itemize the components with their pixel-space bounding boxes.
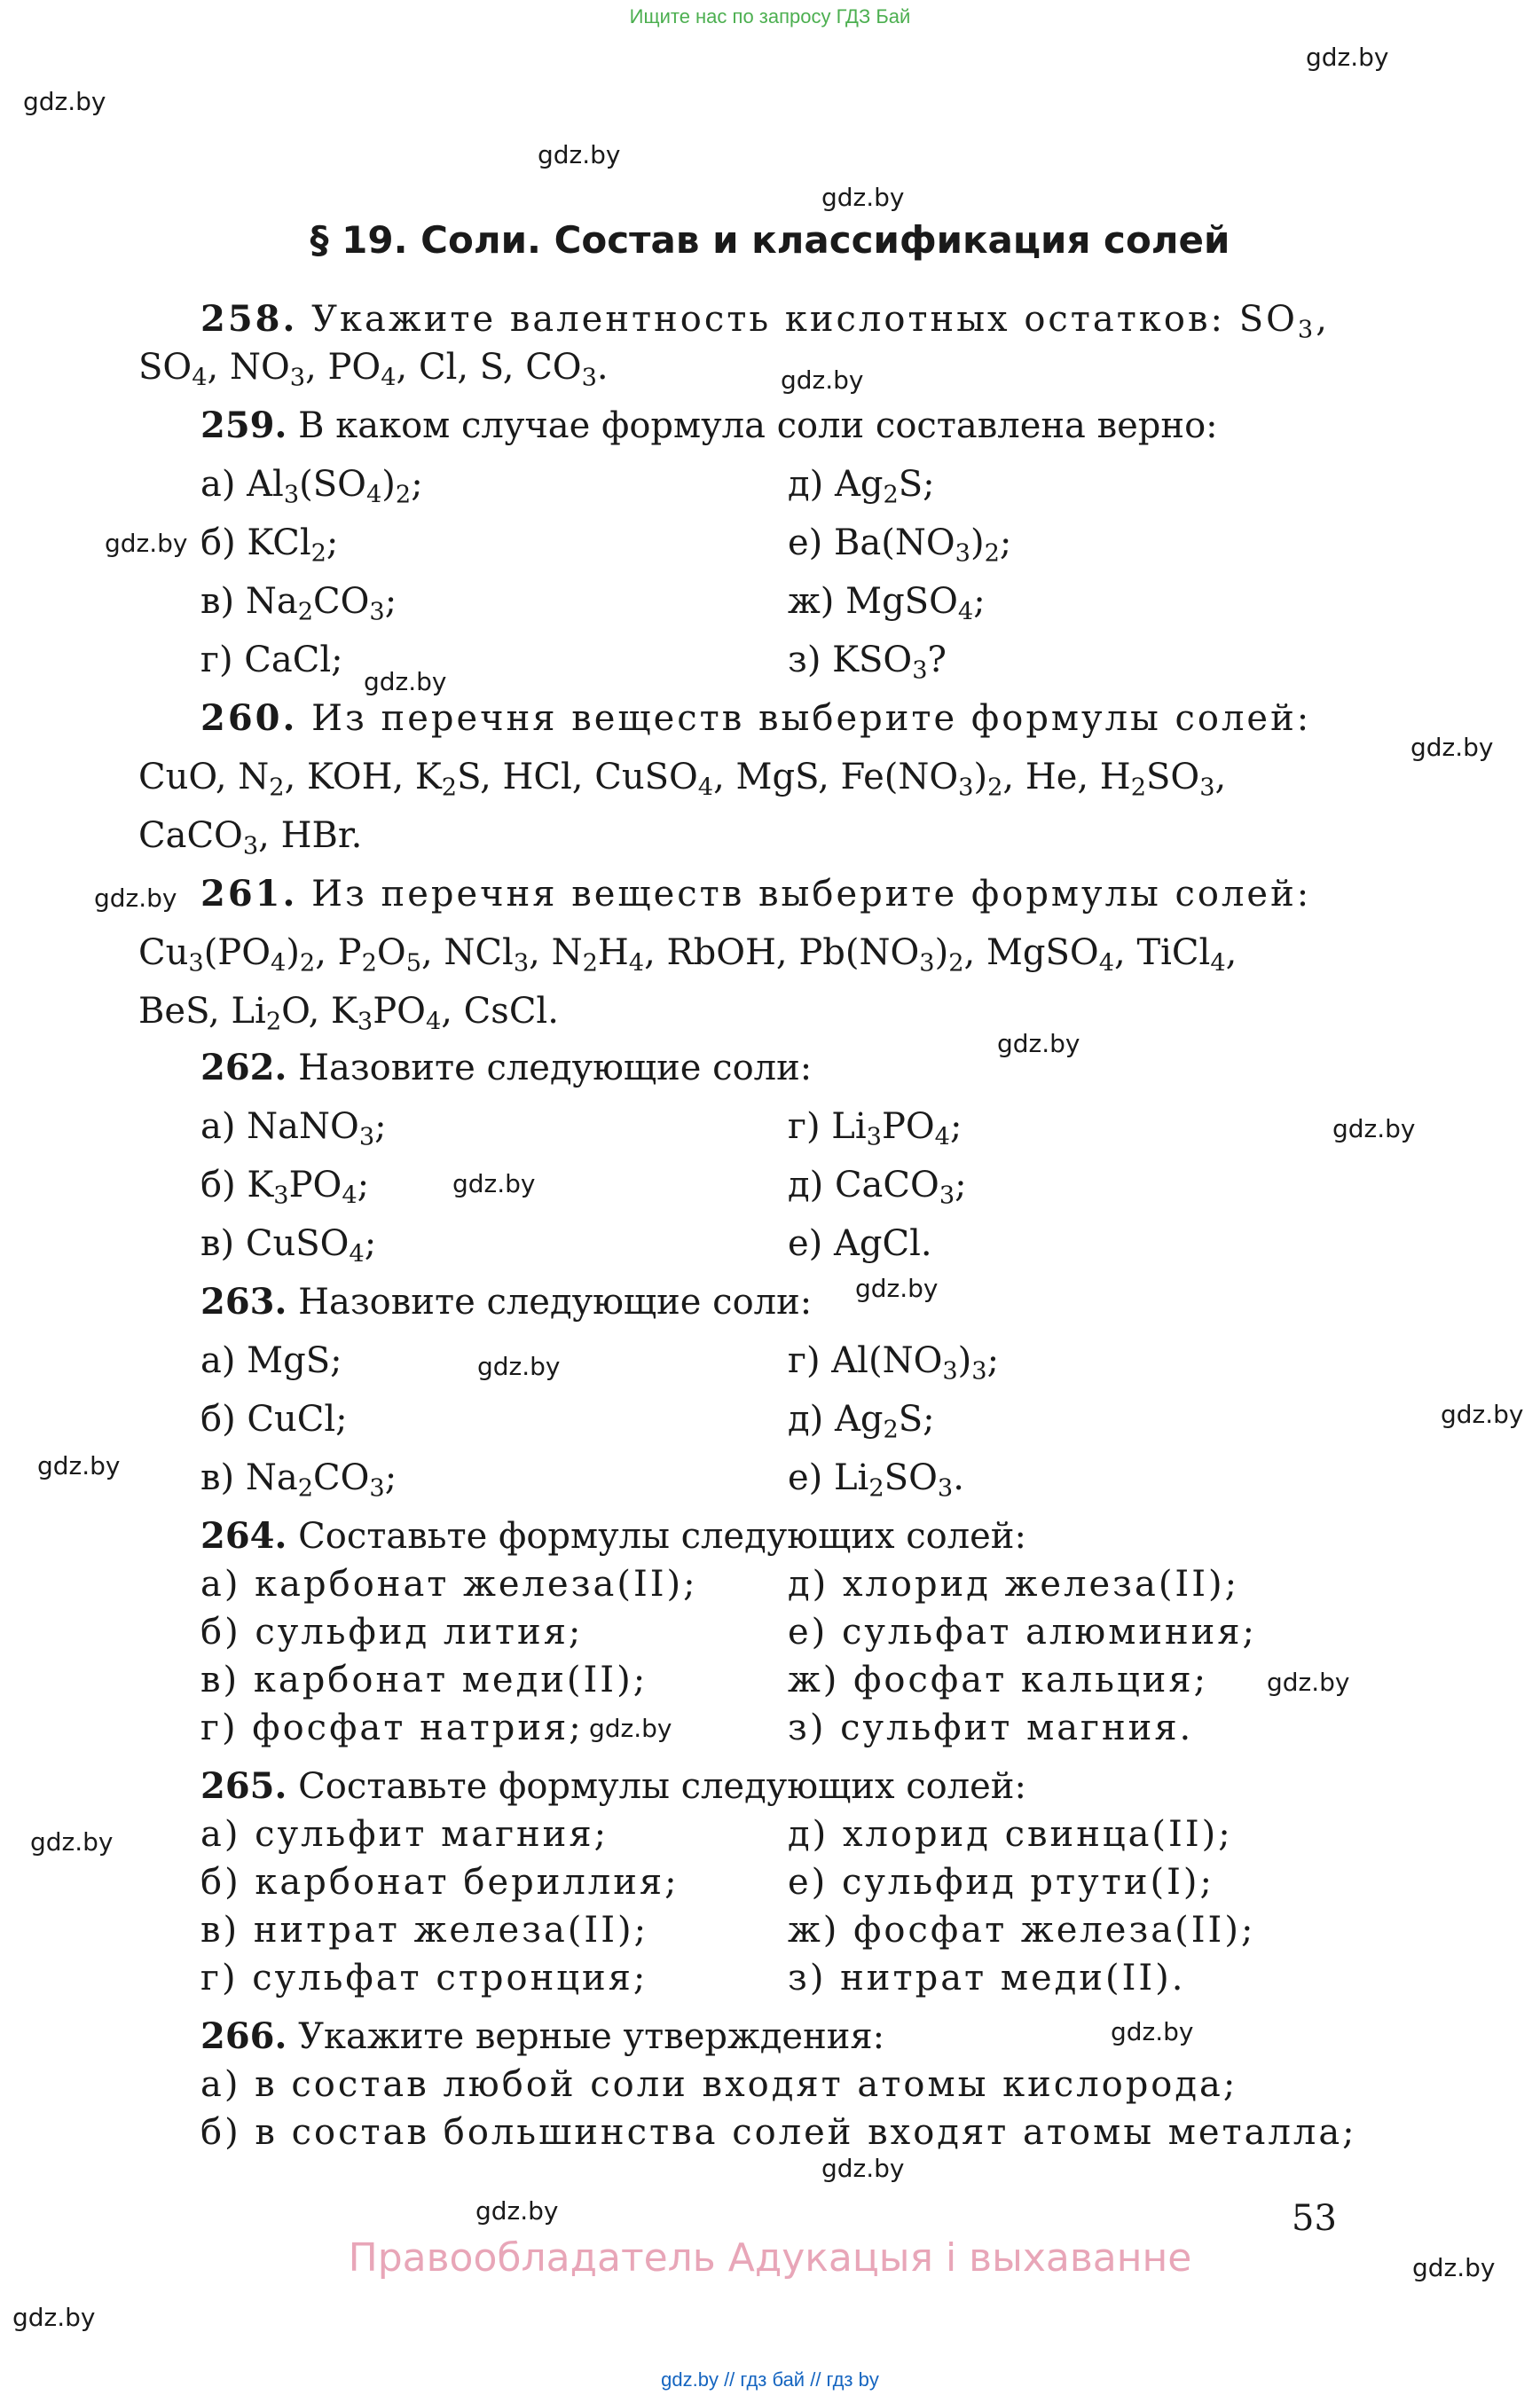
option-z: з) $KSO_3$? [788, 640, 947, 685]
watermark: gdz.by [1410, 733, 1494, 762]
option-zh: ж) MgSO$_4$; [788, 581, 986, 626]
option-v: в) $Na_2CO_3$; [200, 581, 397, 626]
list-item: е) сульфид ртути(I); [788, 1862, 1214, 1903]
watermark: gdz.by [855, 1274, 939, 1303]
list-item: д) хлорид железа(II); [788, 1564, 1240, 1605]
option-a: а) $Al_3(SO_4)_2$; [200, 464, 423, 509]
option-label: е) [788, 1223, 823, 1264]
watermark: gdz.by [997, 1029, 1080, 1058]
option-label: ж) [788, 581, 835, 622]
list-item: б) сульфид лития; [200, 1612, 584, 1653]
task-260-formulas-2: CaCO$_3$, HBr. [138, 815, 363, 860]
watermark: gdz.by [781, 365, 864, 395]
top-banner: Ищите нас по запросу ГДЗ Бай [629, 5, 911, 27]
option-label: в) [200, 1223, 235, 1264]
task-number: 260. [200, 697, 298, 739]
watermark: gdz.by [1441, 1400, 1524, 1429]
option-label: з) [788, 640, 821, 680]
option-label: д) [788, 1399, 824, 1440]
task-258-line2: $SO_4$, $NO_3$, $PO_4$, Cl, S, $CO_3$. [138, 347, 609, 392]
option-g: г) $Al(NO_3)_3$; [788, 1340, 1000, 1386]
copyright-notice: Правообладатель Адукацыя і выхаванне [348, 2235, 1192, 2281]
option-e: е) $Li_2SO_3$. [788, 1457, 964, 1503]
option-v: в) CuSO$_4$; [200, 1223, 377, 1268]
task-260-formulas: CuO, $N_2$, KOH, $K_2S$, HCl, CuSO$_4$, MgS, $Fe(NO_3)_2$, He, $H_2SO_3$, [138, 757, 1227, 802]
option-e: е) $Ba(NO_3)_2$; [788, 522, 1012, 568]
watermark: gdz.by [821, 183, 905, 212]
watermark: gdz.by [1332, 1114, 1416, 1143]
option-label: а) [200, 1106, 236, 1147]
option-label: г) [788, 1340, 821, 1381]
list-item: ж) фосфат железа(II); [788, 1910, 1256, 1951]
option-b: б) KCl$_2$; [200, 522, 339, 568]
list-item: в) карбонат меди(II); [200, 1660, 648, 1700]
footer-links[interactable]: gdz.by // гдз бай // гдз by [661, 2368, 879, 2391]
watermark: gdz.by [589, 1714, 672, 1743]
watermark: gdz.by [364, 667, 447, 696]
list-item: е) сульфат алюминия; [788, 1612, 1258, 1653]
task-text: Назовите следующие соли: [287, 1282, 813, 1323]
watermark: gdz.by [452, 1169, 536, 1198]
watermark: gdz.by [475, 2196, 559, 2226]
option-b: б) $K_3PO_4$; [200, 1165, 370, 1210]
watermark: gdz.by [37, 1451, 121, 1480]
option-a: а) MgS; [200, 1340, 342, 1381]
list-item: з) сульфит магния. [788, 1708, 1194, 1748]
watermark: gdz.by [30, 1827, 114, 1857]
list-item: а) сульфит магния; [200, 1814, 609, 1855]
task-number: 258. [200, 298, 298, 340]
option-label: д) [788, 464, 824, 505]
task-text: Составьте формулы следующих солей: [287, 1766, 1026, 1807]
option-b: б) CuCl; [200, 1399, 348, 1440]
task-text: Укажите валентность кислотных остатков: SO [297, 299, 1298, 340]
formula-text: NO [229, 347, 290, 388]
option-v: в) $Na_2CO_3$; [200, 1457, 397, 1503]
list-item: б) в состав большинства солей входят атомы металла; [200, 2112, 1357, 2153]
task-number: 261. [200, 873, 298, 915]
option-label: б) [200, 1399, 236, 1440]
task-number: 259. [200, 404, 287, 446]
task-265-header [200, 1765, 1026, 1807]
option-d: д) CaCO$_3$; [788, 1165, 967, 1210]
option-label: а) [200, 464, 236, 505]
watermark: gdz.by [477, 1352, 561, 1381]
task-264-header [200, 1515, 1026, 1557]
list-item: г) сульфат стронция; [200, 1958, 648, 1999]
option-a: а) NaNO$_3$; [200, 1106, 387, 1151]
option-d: д) $Ag_2S$; [788, 464, 935, 509]
formula-text: SO [138, 347, 192, 388]
task-text: Укажите верные утверждения: [287, 2016, 885, 2057]
watermark: gdz.by [538, 140, 621, 169]
task-number: 265. [200, 1765, 287, 1807]
list-item: д) хлорид свинца(II); [788, 1814, 1233, 1855]
option-label: д) [788, 1165, 824, 1205]
option-label: е) [788, 522, 823, 563]
option-e: е) AgCl. [788, 1223, 932, 1264]
task-number: 266. [200, 2015, 287, 2057]
task-text: Назовите следующие соли: [287, 1048, 813, 1088]
option-label: г) [200, 640, 233, 680]
watermark: gdz.by [1267, 1668, 1350, 1697]
option-g: г) $Li_3PO_4$; [788, 1106, 962, 1151]
task-number: 263. [200, 1281, 287, 1323]
option-label: е) [788, 1457, 823, 1498]
list-item: г) фосфат натрия; [200, 1708, 584, 1748]
list-item: ж) фосфат кальция; [788, 1660, 1209, 1700]
task-258-line1: 258. Укажите валентность кислотных остатков: $SO_3$, [200, 298, 1330, 344]
watermark: gdz.by [821, 2154, 905, 2183]
task-261-header [200, 873, 1312, 915]
list-item: б) карбонат бериллия; [200, 1862, 680, 1903]
task-261-formulas: $Cu_3(PO_4)_2$, $P_2O_5$, NCl$_3$, $N_2H_4$, RbOH, $Pb(NO_3)_2$, MgSO$_4$, TiCl$_4$, [138, 932, 1238, 978]
list-item: в) нитрат железа(II); [200, 1910, 649, 1951]
option-label: б) [200, 1165, 236, 1205]
list-item: а) в состав любой соли входят атомы кислорода; [200, 2064, 1238, 2105]
task-number: 264. [200, 1515, 287, 1557]
task-number: 262. [200, 1047, 287, 1088]
task-263-header [200, 1281, 813, 1323]
task-261-formulas-2: BeS, $Li_2O$, $K_3PO_4$, CsCl. [138, 991, 559, 1036]
task-259-header [200, 404, 1218, 446]
task-text: Из перечня веществ выберите формулы солей: [297, 698, 1312, 739]
watermark: gdz.by [1111, 2017, 1194, 2046]
watermark: gdz.by [1306, 43, 1389, 72]
task-266-header [200, 2015, 885, 2057]
formula-text: PO [327, 347, 381, 388]
task-text: Из перечня веществ выберите формулы солей: [297, 874, 1312, 915]
option-label: б) [200, 522, 236, 563]
page-number: 53 [1292, 2198, 1337, 2239]
task-text: В каком случае формула соли составлена верно: [287, 405, 1218, 446]
task-text: Составьте формулы следующих солей: [287, 1516, 1026, 1557]
option-label: г) [788, 1106, 821, 1147]
task-260-header [200, 697, 1312, 739]
watermark: gdz.by [1412, 2253, 1496, 2282]
formula-text: , Cl, S, CO [396, 347, 582, 388]
option-label: в) [200, 581, 235, 622]
list-item: а) карбонат железа(II); [200, 1564, 698, 1605]
section-heading: § 19. Соли. Состав и классификация солей [310, 218, 1230, 262]
watermark: gdz.by [105, 529, 188, 558]
task-262-header [200, 1047, 813, 1088]
watermark: gdz.by [12, 2303, 96, 2332]
option-label: а) [200, 1340, 236, 1381]
option-label: в) [200, 1457, 235, 1498]
list-item: з) нитрат меди(II). [788, 1958, 1186, 1999]
option-g: г) CaCl; [200, 640, 343, 680]
watermark: gdz.by [94, 883, 177, 913]
option-d: д) $Ag_2S$; [788, 1399, 935, 1444]
watermark: gdz.by [23, 87, 106, 116]
